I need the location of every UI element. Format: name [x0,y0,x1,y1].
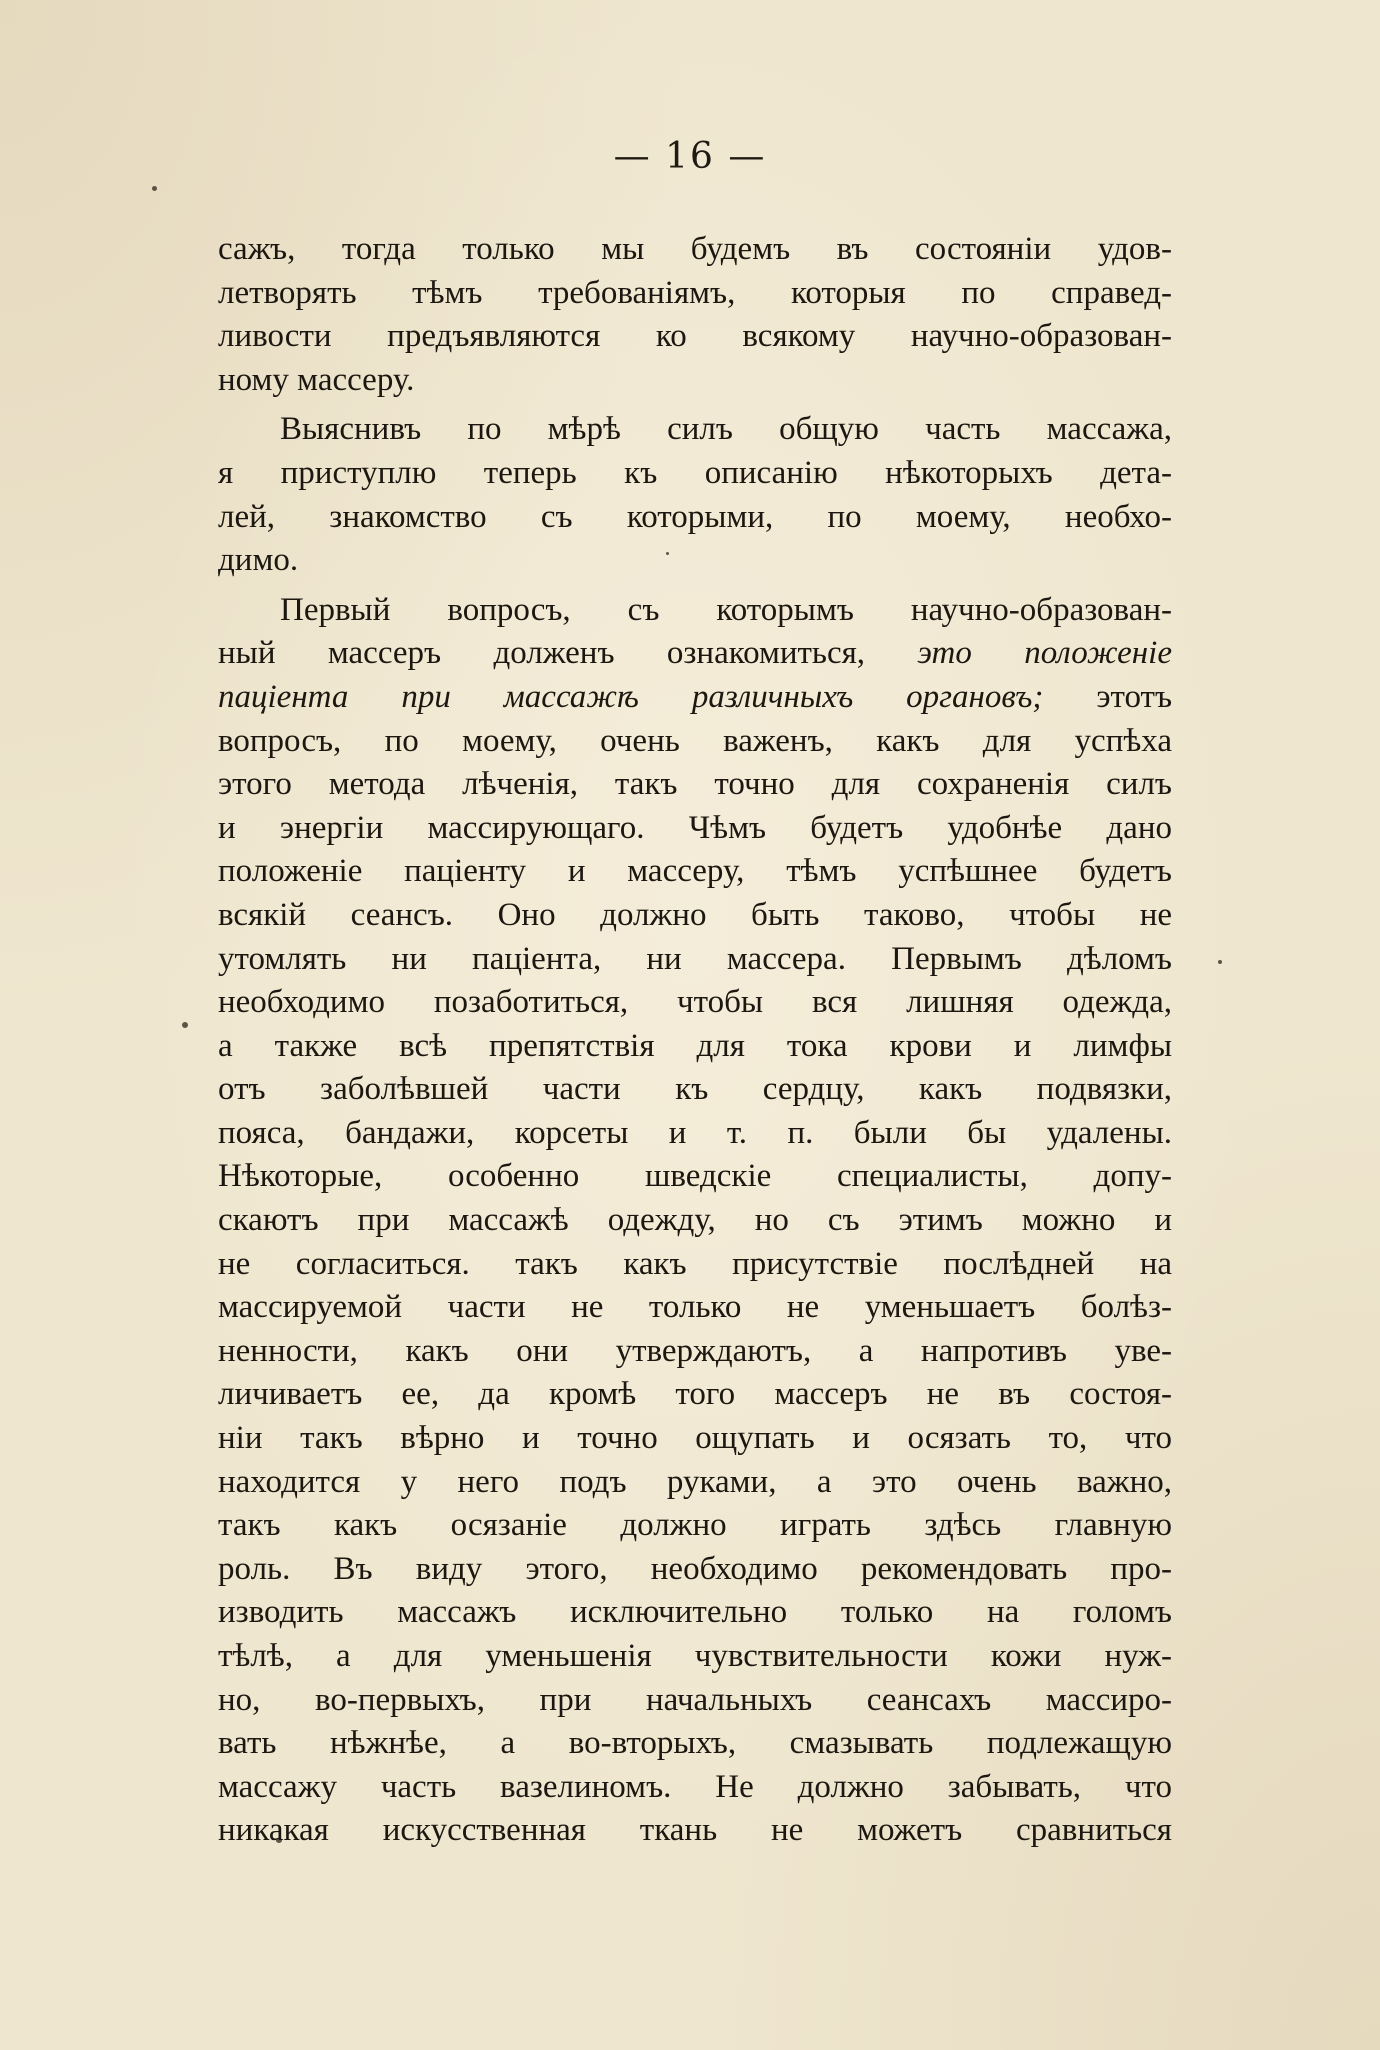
text-line: ливости предъявляются ко всякому научно-образован- [218,318,1172,355]
text-line: изводить массажъ исключительно только на голомъ [218,1594,1172,1631]
text-line: не согласиться. такъ какъ присутствiе послѣдней на [218,1245,1172,1282]
text-line: но, во-первыхъ, при начальныхъ сеансахъ массиро- [218,1681,1172,1718]
text-line: нiи такъ вѣрно и точно ощупать и осязать то, что [218,1420,1172,1457]
text-line: и энергiи массирующаго. Чѣмъ будетъ удобнѣе дано [218,809,1172,846]
text-line: пояса, бандажи, корсеты и т. п. были бы удалены. [218,1114,1172,1151]
ink-speck [182,1022,188,1028]
text-line: роль. Въ виду этого, необходимо рекомендовать про- [218,1550,1172,1587]
text-line: находится у него подъ руками, а это очень важно, [218,1463,1172,1500]
text-line: всякiй сеансъ. Оно должно быть таково, чтобы не [218,896,1172,933]
text-segment: ный массеръ долженъ ознакомиться, [218,635,866,672]
text-line: вопросъ, по моему, очень важенъ, какъ для успѣха [218,722,1172,759]
text-line: тѣлѣ, а для уменьшенiя чувствительности кожи нуж- [218,1638,1172,1674]
text-line: массажу часть вазелиномъ. Не должно забывать, что [218,1768,1172,1805]
text-line: я приступлю теперь къ описанiю нѣкоторыхъ дета- [218,454,1172,491]
body-text [218,228,1172,1853]
text-line: Выяснивъ по мѣрѣ силъ общую часть массажа, [280,411,1172,448]
text-line [218,676,1172,720]
text-line: такъ какъ осязанiе должно играть здѣсь главную [218,1507,1172,1544]
text-line: вать нѣжнѣе, а во-вторыхъ, смазывать подлежащую [218,1725,1172,1762]
text-line: Нѣкоторые, особенно шведскiе специалисты, допу- [218,1158,1172,1195]
text-line: лей, знакомство съ которыми, по моему, необхо- [218,498,1172,535]
text-line: утомлять ни пацiента, ни массера. Первымъ дѣломъ [218,940,1172,977]
text-line: димо. [218,542,299,579]
text-line: положенiе пацiенту и массеру, тѣмъ успѣшнее будетъ [218,853,1172,890]
text-line: личиваетъ ее, да кромѣ того массеръ не въ состоя- [218,1376,1172,1413]
text-line: массируемой части не только не уменьшаетъ болѣз- [218,1289,1172,1326]
text-line: Первый вопросъ, съ которымъ научно-образован- [280,591,1172,628]
text-line: сажъ, тогда только мы будемъ въ состоянiи удов- [218,231,1172,267]
page-number: — 16 — [613,136,767,177]
text-line: необходимо позаботиться, чтобы вся лишняя одежда, [218,984,1172,1021]
text-line: ному массеру. [218,361,415,398]
text-line: отъ заболѣвшей части къ сердцу, какъ подвязки, [218,1071,1172,1108]
text-line [218,632,1172,676]
text-line: никакая искусственная ткань не можетъ сравниться [218,1812,1172,1849]
text-segment: этотъ [1096,678,1172,715]
italic-phrase: пацiента при массажѣ различныхъ органовъ; [218,678,1044,715]
ink-speck [1218,960,1222,964]
text-line: а также всѣ препятствiя для тока крови и лимфы [218,1027,1172,1064]
text-line: скаютъ при массажѣ одежду, но съ этимъ можно и [218,1202,1172,1239]
italic-phrase: это положенiе [917,635,1172,672]
text-line: ненности, какъ они утверждаютъ, а напротивъ уве- [218,1332,1172,1369]
ink-speck [152,186,157,191]
text-line: летворять тѣмъ требованiямъ, которыя по справед- [218,274,1172,311]
text-line: этого метода лѣченiя, такъ точно для сохраненiя силъ [218,766,1172,803]
